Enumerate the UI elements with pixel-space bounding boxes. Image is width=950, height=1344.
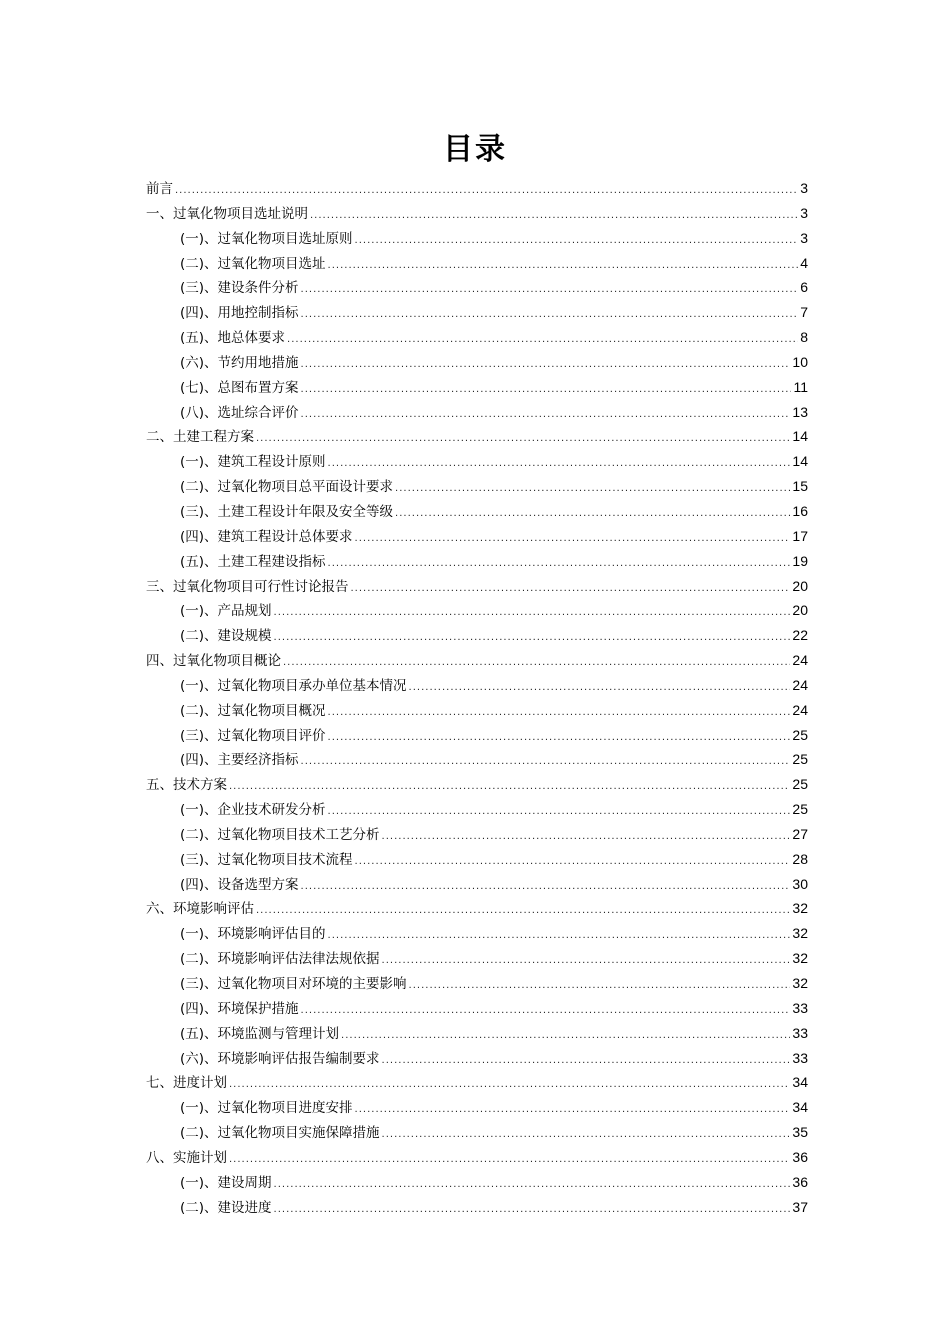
toc-entry-label: (四)、主要经济指标: [180, 752, 299, 769]
dot-leader: [229, 1073, 790, 1098]
dot-leader: [382, 1123, 791, 1148]
toc-entry-label: (六)、节约用地措施: [180, 354, 299, 371]
toc-entry[interactable]: [146, 350, 808, 375]
toc-entry-label: (三)、过氧化物项目技术流程: [180, 851, 353, 868]
dot-leader: [310, 204, 798, 229]
dot-leader: [328, 452, 791, 477]
toc-entry-label: (一)、产品规划: [180, 603, 272, 620]
toc-entry-page-number: 11: [793, 378, 808, 395]
toc-entry-page-number: 24: [792, 676, 808, 693]
toc-entry[interactable]: [146, 1021, 808, 1046]
toc-entry-label: (六)、环境影响评估报告编制要求: [180, 1050, 380, 1067]
toc-entry[interactable]: [146, 648, 808, 673]
toc-entry[interactable]: [146, 1145, 808, 1170]
toc-entry[interactable]: [146, 1046, 808, 1071]
toc-entry-label: (五)、地总体要求: [180, 330, 286, 347]
toc-entry[interactable]: [146, 1070, 808, 1095]
dot-leader: [301, 378, 792, 403]
toc-entry-page-number: 16: [792, 502, 808, 519]
toc-entry-page-number: 32: [792, 925, 808, 942]
dot-leader: [355, 1098, 791, 1123]
toc-entry-label: (二)、建设规模: [180, 628, 272, 645]
toc-entry-page-number: 3: [800, 229, 808, 246]
toc-entry[interactable]: [146, 1195, 808, 1220]
toc-entry[interactable]: [146, 698, 808, 723]
toc-entry-label: 二、土建工程方案: [146, 429, 254, 446]
toc-entry-label: (三)、建设条件分析: [180, 280, 299, 297]
toc-entry-page-number: 36: [792, 1148, 808, 1165]
toc-entry-label: (四)、用地控制指标: [180, 305, 299, 322]
toc-entry-page-number: 19: [792, 552, 808, 569]
toc-entry[interactable]: [146, 424, 808, 449]
toc-entry-label: (三)、土建工程设计年限及安全等级: [180, 503, 394, 520]
toc-entry-page-number: 25: [792, 776, 808, 793]
toc-entry-label: (二)、过氧化物项目技术工艺分析: [180, 826, 380, 843]
dot-leader: [395, 477, 790, 502]
toc-entry-page-number: 3: [800, 204, 808, 221]
dot-leader: [287, 328, 798, 353]
toc-entry-label: (四)、环境保护措施: [180, 1000, 299, 1017]
table-of-contents: [146, 176, 808, 1219]
toc-entry-page-number: 35: [792, 1124, 808, 1141]
toc-entry-page-number: 4: [800, 254, 808, 271]
dot-leader: [301, 999, 791, 1024]
dot-leader: [328, 552, 791, 577]
toc-entry[interactable]: [146, 300, 808, 325]
dot-leader: [341, 1024, 790, 1049]
toc-entry-label: 三、过氧化物项目可行性讨论报告: [146, 578, 349, 595]
toc-entry-label: 七、进度计划: [146, 1075, 227, 1092]
dot-leader: [175, 179, 798, 204]
toc-entry-page-number: 17: [792, 527, 808, 544]
dot-leader: [256, 427, 790, 452]
dot-leader: [328, 726, 791, 751]
toc-entry[interactable]: [146, 549, 808, 574]
toc-entry-page-number: 32: [792, 950, 808, 967]
toc-entry[interactable]: [146, 623, 808, 648]
toc-entry-label: (七)、总图布置方案: [180, 379, 299, 396]
dot-leader: [301, 875, 791, 900]
toc-entry-page-number: 33: [792, 999, 808, 1016]
toc-entry-label: (二)、过氧化物项目选址: [180, 255, 326, 272]
toc-entry-page-number: 32: [792, 900, 808, 917]
toc-entry[interactable]: [146, 449, 808, 474]
dot-leader: [301, 403, 791, 428]
dot-leader: [283, 651, 790, 676]
toc-entry-page-number: 25: [792, 726, 808, 743]
toc-entry[interactable]: [146, 598, 808, 623]
dot-leader: [409, 974, 791, 999]
toc-entry-label: 八、实施计划: [146, 1149, 227, 1166]
toc-entry[interactable]: [146, 673, 808, 698]
dot-leader: [355, 850, 791, 875]
toc-entry-page-number: 22: [792, 627, 808, 644]
toc-entry[interactable]: [146, 226, 808, 251]
toc-entry-label: (二)、环境影响评估法律法规依据: [180, 951, 380, 968]
toc-entry-label: (八)、选址综合评价: [180, 404, 299, 421]
dot-leader: [351, 577, 791, 602]
dot-leader: [395, 502, 790, 527]
toc-entry[interactable]: [146, 723, 808, 748]
toc-entry-page-number: 15: [792, 478, 808, 495]
toc-entry[interactable]: [146, 946, 808, 971]
toc-entry-label: (四)、设备选型方案: [180, 876, 299, 893]
dot-leader: [355, 527, 791, 552]
toc-entry[interactable]: [146, 921, 808, 946]
dot-leader: [409, 676, 791, 701]
toc-entry-page-number: 24: [792, 701, 808, 718]
toc-entry-label: (一)、环境影响评估目的: [180, 926, 326, 943]
toc-entry[interactable]: [146, 251, 808, 276]
toc-entry-page-number: 36: [792, 1173, 808, 1190]
dot-leader: [274, 626, 791, 651]
dot-leader: [274, 601, 791, 626]
toc-entry-page-number: 34: [792, 1099, 808, 1116]
toc-entry-label: (五)、土建工程建设指标: [180, 553, 326, 570]
toc-entry-label: 前言: [146, 181, 173, 197]
toc-entry-page-number: 25: [792, 751, 808, 768]
toc-entry[interactable]: [146, 772, 808, 797]
toc-entry-page-number: 37: [792, 1198, 808, 1215]
toc-entry-label: (二)、过氧化物项目总平面设计要求: [180, 479, 394, 496]
toc-entry-page-number: 28: [792, 850, 808, 867]
toc-entry[interactable]: [146, 797, 808, 822]
toc-entry[interactable]: [146, 971, 808, 996]
toc-entry-page-number: 6: [800, 279, 808, 296]
toc-entry[interactable]: [146, 847, 808, 872]
toc-entry-label: (一)、过氧化物项目承办单位基本情况: [180, 677, 407, 694]
toc-entry-page-number: 33: [792, 1024, 808, 1041]
toc-entry-label: 五、技术方案: [146, 777, 227, 794]
toc-entry[interactable]: [146, 1095, 808, 1120]
toc-entry[interactable]: [146, 474, 808, 499]
toc-entry[interactable]: [146, 1170, 808, 1195]
toc-entry[interactable]: [146, 375, 808, 400]
toc-entry[interactable]: [146, 872, 808, 897]
toc-entry[interactable]: [146, 499, 808, 524]
toc-entry[interactable]: [146, 574, 808, 599]
dot-leader: [229, 775, 790, 800]
toc-entry-page-number: 20: [792, 577, 808, 594]
dot-leader: [328, 800, 791, 825]
toc-entry[interactable]: [146, 1120, 808, 1145]
toc-entry[interactable]: [146, 176, 808, 201]
toc-entry-label: (四)、建筑工程设计总体要求: [180, 528, 353, 545]
toc-entry-label: (二)、建设进度: [180, 1199, 272, 1216]
toc-entry-label: 四、过氧化物项目概论: [146, 653, 281, 670]
dot-leader: [355, 229, 799, 254]
dot-leader: [274, 1198, 791, 1223]
dot-leader: [256, 899, 790, 924]
toc-entry-page-number: 24: [792, 652, 808, 669]
toc-entry-page-number: 14: [792, 453, 808, 470]
toc-entry[interactable]: [146, 896, 808, 921]
toc-entry-label: (三)、过氧化物项目对环境的主要影响: [180, 976, 407, 992]
toc-entry-page-number: 3: [800, 180, 808, 196]
toc-entry-label: (五)、环境监测与管理计划: [180, 1025, 340, 1042]
toc-entry-label: (二)、过氧化物项目实施保障措施: [180, 1125, 380, 1142]
toc-entry-page-number: 25: [792, 801, 808, 818]
toc-entry-page-number: 33: [792, 1049, 808, 1066]
toc-entry-page-number: 8: [800, 329, 808, 346]
toc-entry-label: 一、过氧化物项目选址说明: [146, 205, 308, 222]
toc-entry-page-number: 13: [792, 403, 808, 420]
dot-leader: [382, 825, 791, 850]
toc-entry-page-number: 27: [792, 825, 808, 842]
dot-leader: [328, 701, 791, 726]
dot-leader: [301, 353, 791, 378]
dot-leader: [382, 949, 791, 974]
toc-entry[interactable]: [146, 996, 808, 1021]
toc-entry-page-number: 20: [792, 602, 808, 619]
toc-entry-label: (三)、过氧化物项目评价: [180, 727, 326, 744]
toc-entry-page-number: 32: [792, 975, 808, 991]
dot-leader: [301, 750, 791, 775]
toc-entry-label: (一)、过氧化物项目进度安排: [180, 1100, 353, 1117]
dot-leader: [274, 1173, 791, 1198]
toc-entry[interactable]: [146, 275, 808, 300]
toc-entry-label: (一)、企业技术研发分析: [180, 802, 326, 819]
toc-entry[interactable]: [146, 400, 808, 425]
toc-entry[interactable]: [146, 822, 808, 847]
toc-entry[interactable]: [146, 524, 808, 549]
toc-entry-page-number: 34: [792, 1074, 808, 1091]
toc-entry-page-number: 14: [792, 428, 808, 445]
toc-entry[interactable]: [146, 325, 808, 350]
toc-entry[interactable]: [146, 201, 808, 226]
dot-leader: [328, 924, 791, 949]
toc-entry-page-number: 30: [792, 875, 808, 892]
toc-entry-page-number: 10: [792, 353, 808, 370]
dot-leader: [301, 278, 799, 303]
toc-entry-label: (一)、建筑工程设计原则: [180, 454, 326, 471]
toc-entry-label: (一)、过氧化物项目选址原则: [180, 230, 353, 247]
toc-entry-label: (一)、建设周期: [180, 1174, 272, 1191]
dot-leader: [301, 303, 799, 328]
toc-entry-page-number: 7: [800, 304, 808, 321]
toc-entry-label: (二)、过氧化物项目概况: [180, 702, 326, 719]
toc-title: 目录: [443, 132, 507, 167]
dot-leader: [328, 254, 799, 279]
dot-leader: [382, 1049, 791, 1074]
toc-entry-label: 六、环境影响评估: [146, 901, 254, 918]
toc-entry[interactable]: [146, 747, 808, 772]
dot-leader: [229, 1148, 790, 1173]
